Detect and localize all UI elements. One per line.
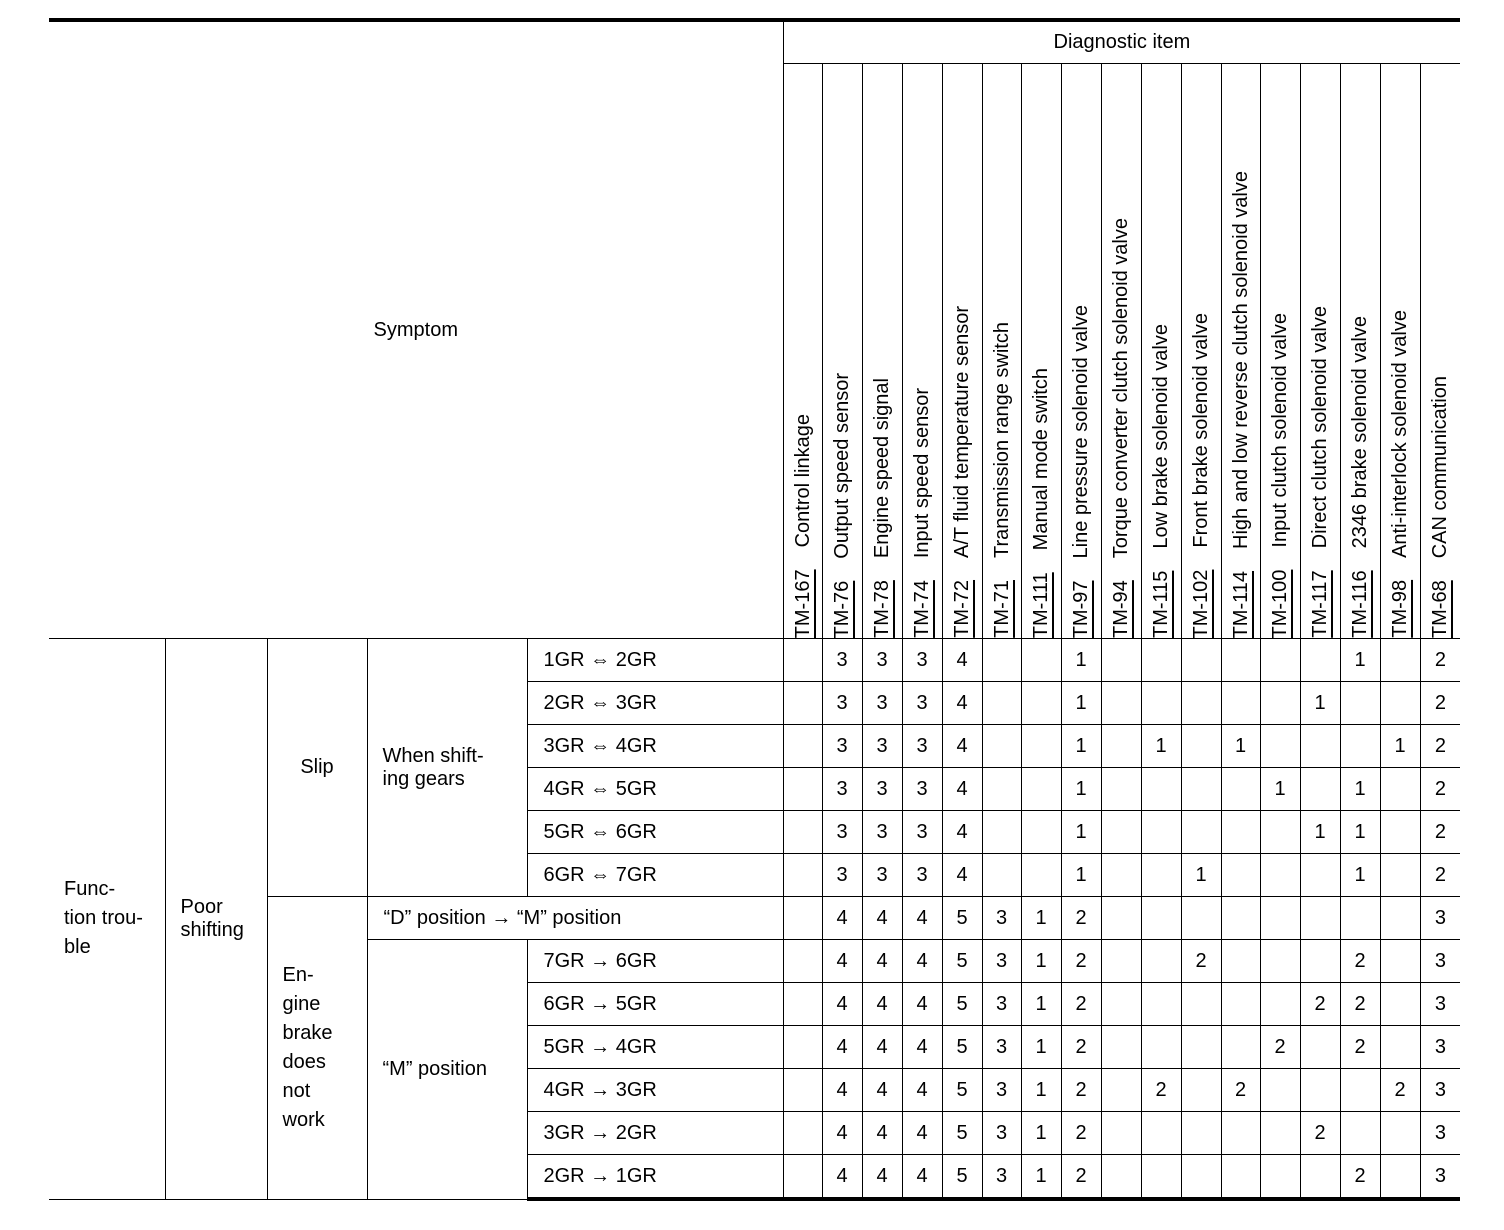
value-cell bbox=[1260, 811, 1300, 854]
value-cell: 3 bbox=[822, 682, 862, 725]
value-cell: 3 bbox=[1420, 1026, 1460, 1069]
value-cell: 4 bbox=[942, 682, 982, 725]
value-cell: 1 bbox=[1300, 682, 1340, 725]
value-cell: 4 bbox=[822, 1155, 862, 1200]
value-cell bbox=[1021, 725, 1061, 768]
value-cell: 4 bbox=[822, 897, 862, 940]
value-cell bbox=[1141, 983, 1181, 1026]
value-cell: 2 bbox=[1061, 1069, 1101, 1112]
value-cell: 3 bbox=[862, 682, 902, 725]
value-cell bbox=[1260, 1069, 1300, 1112]
value-cell bbox=[1300, 639, 1340, 682]
value-cell bbox=[1101, 1155, 1141, 1200]
value-cell bbox=[1101, 1069, 1141, 1112]
value-cell: 4 bbox=[902, 940, 942, 983]
value-cell bbox=[1340, 1069, 1380, 1112]
value-cell: 5 bbox=[942, 983, 982, 1026]
value-cell bbox=[982, 854, 1021, 897]
value-cell bbox=[1101, 983, 1141, 1026]
value-cell: 2 bbox=[1181, 940, 1221, 983]
value-cell: 3 bbox=[822, 854, 862, 897]
value-cell bbox=[1340, 725, 1380, 768]
symptom-header: Symptom bbox=[49, 20, 783, 639]
column-ref-link[interactable]: TM-76 bbox=[831, 580, 854, 638]
value-cell: 2 bbox=[1420, 725, 1460, 768]
value-cell: 3 bbox=[982, 1069, 1021, 1112]
value-cell: 4 bbox=[822, 1069, 862, 1112]
value-cell bbox=[1221, 940, 1260, 983]
value-cell bbox=[1380, 1026, 1420, 1069]
value-cell: 1 bbox=[1021, 1112, 1061, 1155]
value-cell: 3 bbox=[902, 854, 942, 897]
value-cell: 2 bbox=[1340, 940, 1380, 983]
value-cell: 5 bbox=[942, 1069, 982, 1112]
condition-label: 6GR → 5GR bbox=[527, 983, 783, 1026]
value-cell: 5 bbox=[942, 1112, 982, 1155]
condition-label: “D” position → “M” position bbox=[367, 897, 783, 940]
value-cell bbox=[1260, 639, 1300, 682]
value-cell bbox=[1260, 725, 1300, 768]
value-cell: 4 bbox=[902, 1069, 942, 1112]
value-cell: 4 bbox=[862, 1112, 902, 1155]
value-cell: 4 bbox=[862, 897, 902, 940]
value-cell: 2 bbox=[1420, 768, 1460, 811]
condition-label: 1GR ⇔ 2GR bbox=[527, 639, 783, 682]
value-cell bbox=[1300, 768, 1340, 811]
value-cell bbox=[783, 1069, 822, 1112]
value-cell: 1 bbox=[1021, 1155, 1061, 1200]
value-cell: 4 bbox=[822, 940, 862, 983]
value-cell: 3 bbox=[1420, 983, 1460, 1026]
value-cell bbox=[982, 811, 1021, 854]
value-cell: 2 bbox=[1300, 983, 1340, 1026]
value-cell: 3 bbox=[822, 768, 862, 811]
value-cell: 5 bbox=[942, 940, 982, 983]
value-cell bbox=[1181, 983, 1221, 1026]
column-name: CAN communication bbox=[1429, 375, 1452, 559]
value-cell: 2 bbox=[1061, 940, 1101, 983]
column-ref-link[interactable]: TM-78 bbox=[871, 580, 894, 638]
value-cell bbox=[783, 1026, 822, 1069]
value-cell: 2 bbox=[1141, 1069, 1181, 1112]
value-cell bbox=[1021, 854, 1061, 897]
value-cell bbox=[1021, 639, 1061, 682]
value-cell bbox=[982, 725, 1021, 768]
value-cell: 1 bbox=[1021, 897, 1061, 940]
value-cell: 2 bbox=[1221, 1069, 1260, 1112]
value-cell: 5 bbox=[942, 1155, 982, 1200]
value-cell bbox=[1141, 811, 1181, 854]
column-name: Input clutch solenoid valve bbox=[1269, 312, 1292, 548]
value-cell: 4 bbox=[822, 1112, 862, 1155]
value-cell bbox=[1340, 682, 1380, 725]
value-cell: 3 bbox=[822, 811, 862, 854]
value-cell bbox=[1221, 1112, 1260, 1155]
value-cell bbox=[1300, 1026, 1340, 1069]
value-cell: 4 bbox=[902, 983, 942, 1026]
category-slip: Slip bbox=[267, 639, 367, 897]
value-cell bbox=[1181, 897, 1221, 940]
value-cell bbox=[783, 682, 822, 725]
column-ref-link[interactable]: TM-71 bbox=[990, 580, 1013, 638]
category-poor-shifting: Poor shifting bbox=[165, 639, 267, 1200]
condition-label: 3GR ⇔ 4GR bbox=[527, 725, 783, 768]
value-cell bbox=[783, 854, 822, 897]
column-name: Control linkage bbox=[791, 413, 814, 548]
value-cell bbox=[1101, 897, 1141, 940]
value-cell bbox=[1380, 768, 1420, 811]
value-cell bbox=[1101, 854, 1141, 897]
value-cell: 5 bbox=[942, 897, 982, 940]
value-cell: 1 bbox=[1061, 639, 1101, 682]
value-cell bbox=[1380, 1155, 1420, 1200]
value-cell: 2 bbox=[1420, 639, 1460, 682]
value-cell bbox=[1221, 639, 1260, 682]
value-cell bbox=[982, 768, 1021, 811]
value-cell: 3 bbox=[1420, 1069, 1460, 1112]
value-cell bbox=[1380, 1112, 1420, 1155]
column-name: Input speed sensor bbox=[911, 388, 934, 559]
value-cell: 1 bbox=[1061, 725, 1101, 768]
column-header bbox=[783, 64, 822, 639]
value-cell: 1 bbox=[1061, 682, 1101, 725]
column-ref-link[interactable]: TM-115 bbox=[1150, 570, 1173, 638]
value-cell: 3 bbox=[982, 940, 1021, 983]
value-cell bbox=[1221, 983, 1260, 1026]
value-cell: 3 bbox=[902, 682, 942, 725]
condition-label: 4GR ⇔ 5GR bbox=[527, 768, 783, 811]
column-name: Torque converter clutch solenoid valve bbox=[1110, 218, 1133, 559]
value-cell: 2 bbox=[1061, 983, 1101, 1026]
column-ref-link[interactable]: TM-98 bbox=[1389, 580, 1412, 638]
value-cell bbox=[1141, 940, 1181, 983]
value-cell: 4 bbox=[822, 1026, 862, 1069]
value-cell: 4 bbox=[902, 1155, 942, 1200]
value-cell bbox=[1221, 768, 1260, 811]
value-cell bbox=[1141, 897, 1181, 940]
value-cell: 3 bbox=[822, 725, 862, 768]
value-cell: 3 bbox=[902, 725, 942, 768]
value-cell: 4 bbox=[942, 639, 982, 682]
value-cell: 2 bbox=[1061, 897, 1101, 940]
column-name: 2346 brake solenoid valve bbox=[1349, 316, 1372, 549]
value-cell bbox=[1141, 1026, 1181, 1069]
value-cell: 3 bbox=[1420, 1112, 1460, 1155]
value-cell: 2 bbox=[1061, 1112, 1101, 1155]
value-cell: 4 bbox=[902, 1112, 942, 1155]
value-cell: 4 bbox=[942, 811, 982, 854]
column-ref-link[interactable]: TM-116 bbox=[1349, 570, 1372, 638]
category-function-trouble: Func- tion trou- ble bbox=[49, 639, 165, 1200]
condition-label: 7GR → 6GR bbox=[527, 940, 783, 983]
value-cell: 1 bbox=[1061, 854, 1101, 897]
diagnostic-table bbox=[49, 18, 1460, 1201]
column-header bbox=[822, 64, 862, 639]
value-cell bbox=[1101, 725, 1141, 768]
value-cell bbox=[783, 768, 822, 811]
value-cell bbox=[1101, 768, 1141, 811]
column-header bbox=[1061, 64, 1101, 639]
value-cell bbox=[1181, 768, 1221, 811]
value-cell: 4 bbox=[862, 983, 902, 1026]
value-cell bbox=[783, 940, 822, 983]
value-cell: 1 bbox=[1340, 811, 1380, 854]
value-cell bbox=[1101, 682, 1141, 725]
value-cell bbox=[1380, 639, 1420, 682]
value-cell bbox=[1340, 1112, 1380, 1155]
value-cell bbox=[1300, 725, 1340, 768]
category-when-shifting: When shift- ing gears bbox=[367, 639, 527, 897]
value-cell bbox=[783, 639, 822, 682]
value-cell: 3 bbox=[862, 854, 902, 897]
value-cell bbox=[783, 983, 822, 1026]
value-cell bbox=[1260, 1155, 1300, 1200]
value-cell bbox=[1101, 1026, 1141, 1069]
condition-label: 4GR → 3GR bbox=[527, 1069, 783, 1112]
value-cell bbox=[1141, 1112, 1181, 1155]
condition-label: 3GR → 2GR bbox=[527, 1112, 783, 1155]
value-cell bbox=[1260, 854, 1300, 897]
condition-label: 6GR ⇔ 7GR bbox=[527, 854, 783, 897]
column-ref-link[interactable]: TM-72 bbox=[951, 580, 974, 638]
value-cell bbox=[1181, 1026, 1221, 1069]
column-ref-link[interactable]: TM-97 bbox=[1070, 580, 1093, 638]
value-cell: 4 bbox=[862, 1155, 902, 1200]
value-cell: 1 bbox=[1380, 725, 1420, 768]
column-name: Line pressure solenoid valve bbox=[1070, 304, 1093, 559]
value-cell: 3 bbox=[902, 811, 942, 854]
table-row bbox=[49, 639, 1460, 682]
value-cell: 4 bbox=[942, 768, 982, 811]
value-cell: 3 bbox=[822, 639, 862, 682]
value-cell: 3 bbox=[862, 725, 902, 768]
value-cell bbox=[1021, 811, 1061, 854]
value-cell: 3 bbox=[1420, 1155, 1460, 1200]
column-ref-link[interactable]: TM-100 bbox=[1269, 569, 1292, 638]
value-cell: 1 bbox=[1260, 768, 1300, 811]
column-header bbox=[1101, 64, 1141, 639]
value-cell: 3 bbox=[862, 811, 902, 854]
value-cell bbox=[1021, 682, 1061, 725]
value-cell: 1 bbox=[1021, 940, 1061, 983]
value-cell bbox=[1221, 854, 1260, 897]
value-cell bbox=[982, 639, 1021, 682]
column-name: Anti-interlock solenoid valve bbox=[1389, 310, 1412, 559]
column-ref-link[interactable]: TM-74 bbox=[911, 580, 934, 638]
value-cell bbox=[1380, 940, 1420, 983]
value-cell bbox=[1101, 940, 1141, 983]
value-cell: 3 bbox=[1420, 897, 1460, 940]
column-header bbox=[942, 64, 982, 639]
column-ref-link[interactable]: TM-111 bbox=[1030, 572, 1053, 638]
value-cell: 1 bbox=[1061, 811, 1101, 854]
value-cell bbox=[1221, 1026, 1260, 1069]
category-engine-brake: En- gine brake does not work bbox=[267, 897, 367, 1200]
value-cell bbox=[1181, 682, 1221, 725]
column-header bbox=[1021, 64, 1061, 639]
value-cell: 3 bbox=[982, 1112, 1021, 1155]
value-cell bbox=[783, 725, 822, 768]
value-cell bbox=[1300, 1155, 1340, 1200]
value-cell bbox=[1300, 854, 1340, 897]
column-ref-link[interactable]: TM-94 bbox=[1110, 580, 1133, 638]
value-cell bbox=[1021, 768, 1061, 811]
value-cell: 2 bbox=[1061, 1155, 1101, 1200]
value-cell: 2 bbox=[1061, 1026, 1101, 1069]
value-cell bbox=[1221, 897, 1260, 940]
value-cell bbox=[1141, 639, 1181, 682]
column-name: Manual mode switch bbox=[1030, 367, 1053, 551]
value-cell bbox=[1181, 639, 1221, 682]
value-cell: 4 bbox=[862, 940, 902, 983]
value-cell: 2 bbox=[1380, 1069, 1420, 1112]
column-header bbox=[862, 64, 902, 639]
column-header bbox=[1420, 64, 1460, 639]
value-cell: 3 bbox=[982, 983, 1021, 1026]
value-cell bbox=[1221, 811, 1260, 854]
value-cell: 3 bbox=[902, 768, 942, 811]
value-cell bbox=[1300, 897, 1340, 940]
value-cell bbox=[1181, 725, 1221, 768]
column-header bbox=[1141, 64, 1181, 639]
column-name: Front brake solenoid valve bbox=[1190, 312, 1213, 548]
value-cell: 3 bbox=[862, 639, 902, 682]
value-cell bbox=[783, 811, 822, 854]
value-cell bbox=[1380, 854, 1420, 897]
value-cell: 1 bbox=[1021, 1069, 1061, 1112]
value-cell: 1 bbox=[1061, 768, 1101, 811]
value-cell bbox=[1101, 811, 1141, 854]
column-ref-link[interactable]: TM-114 bbox=[1229, 570, 1252, 638]
condition-label: 2GR → 1GR bbox=[527, 1155, 783, 1200]
column-ref-link[interactable]: TM-102 bbox=[1190, 569, 1213, 638]
value-cell bbox=[1221, 682, 1260, 725]
value-cell: 4 bbox=[902, 1026, 942, 1069]
value-cell bbox=[783, 897, 822, 940]
column-ref-link[interactable]: TM-68 bbox=[1429, 580, 1452, 638]
value-cell: 1 bbox=[1300, 811, 1340, 854]
value-cell: 1 bbox=[1021, 1026, 1061, 1069]
value-cell: 4 bbox=[902, 897, 942, 940]
column-ref-link[interactable]: TM-167 bbox=[791, 569, 814, 638]
value-cell: 3 bbox=[1420, 940, 1460, 983]
value-cell: 1 bbox=[1181, 854, 1221, 897]
value-cell: 2 bbox=[1340, 1155, 1380, 1200]
column-header bbox=[1221, 64, 1260, 639]
column-header bbox=[1380, 64, 1420, 639]
condition-label: 2GR ⇔ 3GR bbox=[527, 682, 783, 725]
condition-label: 5GR ⇔ 6GR bbox=[527, 811, 783, 854]
column-name: Output speed sensor bbox=[831, 372, 854, 559]
column-name: Direct clutch solenoid valve bbox=[1309, 306, 1332, 549]
value-cell bbox=[1260, 940, 1300, 983]
value-cell: 5 bbox=[942, 1026, 982, 1069]
column-header bbox=[982, 64, 1021, 639]
value-cell bbox=[1380, 811, 1420, 854]
value-cell bbox=[1141, 768, 1181, 811]
value-cell: 2 bbox=[1260, 1026, 1300, 1069]
column-header bbox=[902, 64, 942, 639]
value-cell bbox=[1300, 1069, 1340, 1112]
value-cell bbox=[1181, 1069, 1221, 1112]
value-cell bbox=[1181, 811, 1221, 854]
column-name: Transmission range switch bbox=[990, 322, 1013, 559]
value-cell: 2 bbox=[1420, 854, 1460, 897]
value-cell bbox=[1260, 1112, 1300, 1155]
value-cell: 1 bbox=[1340, 639, 1380, 682]
column-name: High and low reverse clutch solenoid valve bbox=[1229, 170, 1252, 549]
value-cell: 3 bbox=[982, 1155, 1021, 1200]
value-cell: 2 bbox=[1340, 1026, 1380, 1069]
value-cell: 1 bbox=[1021, 983, 1061, 1026]
column-name: Low brake solenoid valve bbox=[1150, 323, 1173, 549]
column-header bbox=[1340, 64, 1380, 639]
table-body bbox=[49, 639, 1460, 1200]
value-cell bbox=[783, 1155, 822, 1200]
value-cell: 4 bbox=[942, 854, 982, 897]
value-cell: 4 bbox=[862, 1026, 902, 1069]
value-cell: 3 bbox=[902, 639, 942, 682]
value-cell: 3 bbox=[862, 768, 902, 811]
condition-label: 5GR → 4GR bbox=[527, 1026, 783, 1069]
value-cell: 1 bbox=[1340, 768, 1380, 811]
value-cell: 4 bbox=[862, 1069, 902, 1112]
value-cell: 3 bbox=[982, 897, 1021, 940]
value-cell: 4 bbox=[822, 983, 862, 1026]
value-cell: 1 bbox=[1340, 854, 1380, 897]
value-cell bbox=[982, 682, 1021, 725]
diagnostic-item-header: Diagnostic item bbox=[783, 20, 1460, 64]
value-cell bbox=[783, 1112, 822, 1155]
value-cell: 2 bbox=[1420, 682, 1460, 725]
value-cell: 4 bbox=[942, 725, 982, 768]
value-cell: 2 bbox=[1340, 983, 1380, 1026]
value-cell bbox=[1181, 1155, 1221, 1200]
column-header bbox=[1260, 64, 1300, 639]
value-cell bbox=[1101, 639, 1141, 682]
value-cell bbox=[1141, 854, 1181, 897]
value-cell bbox=[1141, 1155, 1181, 1200]
value-cell bbox=[1260, 682, 1300, 725]
column-header bbox=[1300, 64, 1340, 639]
value-cell bbox=[1221, 1155, 1260, 1200]
value-cell bbox=[1380, 897, 1420, 940]
value-cell bbox=[1101, 1112, 1141, 1155]
value-cell: 3 bbox=[982, 1026, 1021, 1069]
value-cell: 1 bbox=[1141, 725, 1181, 768]
value-cell bbox=[1260, 983, 1300, 1026]
value-cell: 2 bbox=[1420, 811, 1460, 854]
column-name: A/T fluid temperature sensor bbox=[951, 306, 974, 559]
value-cell: 2 bbox=[1300, 1112, 1340, 1155]
value-cell bbox=[1141, 682, 1181, 725]
value-cell bbox=[1340, 897, 1380, 940]
value-cell bbox=[1181, 1112, 1221, 1155]
value-cell bbox=[1260, 897, 1300, 940]
column-ref-link[interactable]: TM-117 bbox=[1309, 570, 1332, 638]
value-cell bbox=[1300, 940, 1340, 983]
value-cell bbox=[1380, 983, 1420, 1026]
value-cell bbox=[1380, 682, 1420, 725]
value-cell: 1 bbox=[1221, 725, 1260, 768]
column-header bbox=[1181, 64, 1221, 639]
column-name: Engine speed signal bbox=[871, 378, 894, 559]
category-m-position: “M” position bbox=[367, 940, 527, 1200]
